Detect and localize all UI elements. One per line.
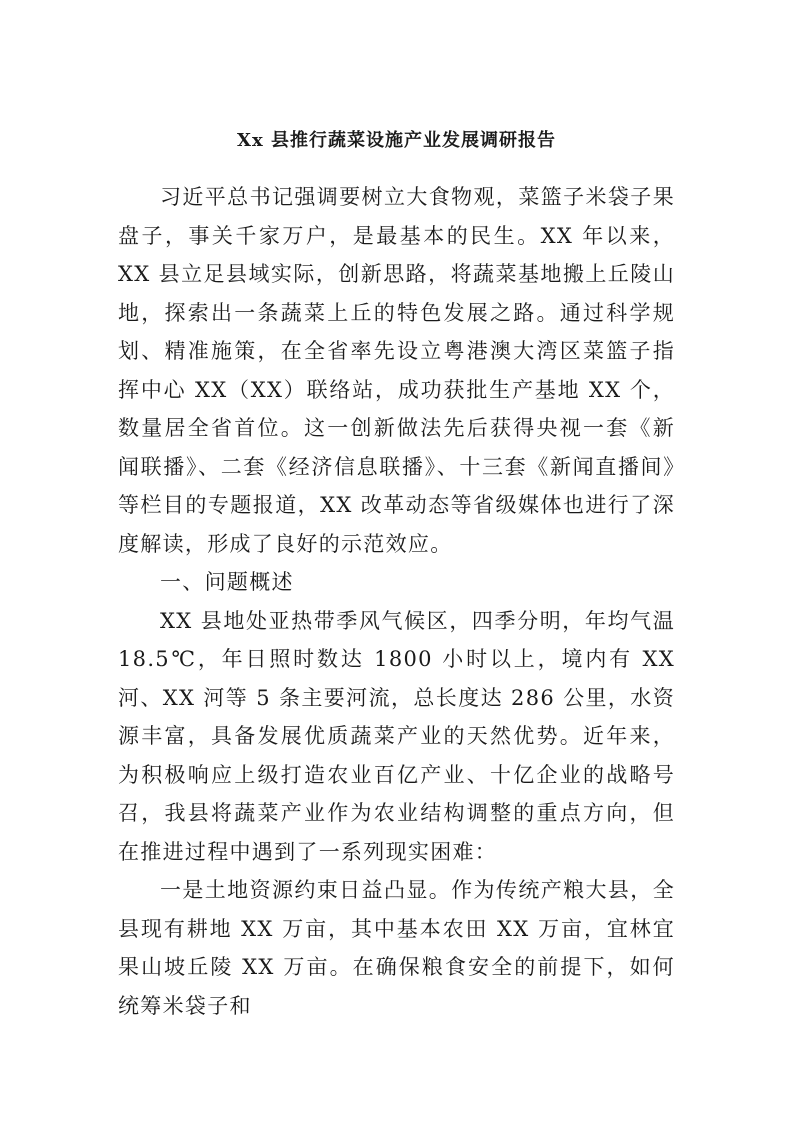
document-body	[118, 178, 675, 1025]
intro-paragraph: 习近平总书记强调要树立大食物观，菜篮子米袋子果盘子，事关千家万户，是最基本的民生。XX 年以来，XX 县立足县域实际，创新思路，将蔬菜基地搬上丘陵山地，探索出一条蔬菜上丘的特色发展之路。通过科学规划、精准施策，在全省率先设立粤港澳大湾区菜篮子指挥中心 XX（XX）联络站，成功获批生产基地 XX 个，数量居全省首位。这一创新做法先后获得央视一套《新闻联播》、二套《经济信息联播》、十三套《新闻直播间》等栏目的专题报道，XX 改革动态等省级媒体也进行了深度解读，形成了良好的示范效应。	[118, 185, 675, 556]
section-heading: 一、问题概述	[160, 570, 294, 594]
land-paragraph: 一是土地资源约束日益凸显。作为传统产粮大县，全县现有耕地 XX 万亩，其中基本农田 XX 万亩，宜林宜果山坡丘陵 XX 万亩。在确保粮食安全的前提下，如何统筹米袋子和	[118, 878, 675, 1018]
overview-paragraph: XX 县地处亚热带季风气候区，四季分明，年均气温 18.5℃，年日照时数达 1800 小时以上，境内有 XX 河、XX 河等 5 条主要河流，总长度达 286 公里，水资源丰富，具备发展优质蔬菜产业的天然优势。近年来，为积极响应上级打造农业百亿产业、十亿企业的战略号召，我县将蔬菜产业作为农业结构调整的重点方向，但在推进过程中遇到了一系列现实困难：	[118, 608, 675, 864]
document-title: Xx 县推行蔬菜设施产业发展调研报告	[237, 130, 556, 151]
